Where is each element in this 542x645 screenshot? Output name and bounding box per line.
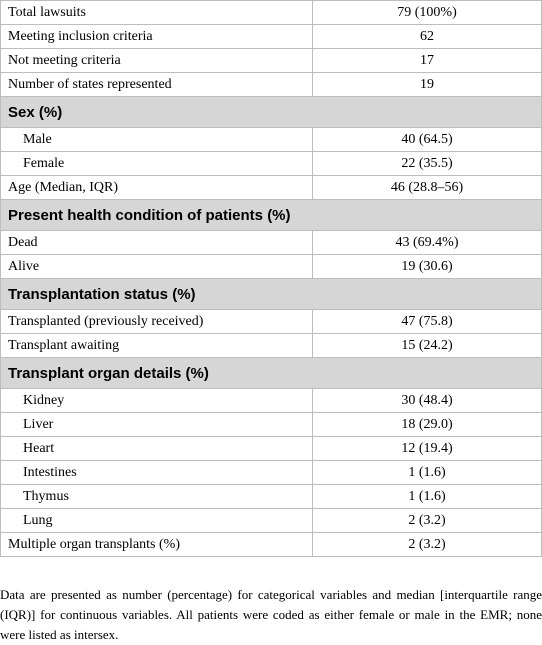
- row-label: Liver: [1, 413, 313, 437]
- row-value: 17: [313, 49, 542, 73]
- row-label: Transplant awaiting: [1, 334, 313, 358]
- table-row: [1, 310, 542, 334]
- section-header-row: [1, 97, 542, 128]
- row-value: 46 (28.8–56): [313, 176, 542, 200]
- table-row: [1, 389, 542, 413]
- row-value: 79 (100%): [313, 1, 542, 25]
- table-row: [1, 231, 542, 255]
- table-row: [1, 334, 542, 358]
- table-row: [1, 533, 542, 557]
- section-header-row: [1, 200, 542, 231]
- row-label: Multiple organ transplants (%): [1, 533, 313, 557]
- row-value: 2 (3.2): [313, 509, 542, 533]
- table-row: [1, 413, 542, 437]
- table-row: [1, 176, 542, 200]
- section-header-row: [1, 358, 542, 389]
- row-value: 1 (1.6): [313, 485, 542, 509]
- row-label: Not meeting criteria: [1, 49, 313, 73]
- table-footnote: Data are presented as number (percentage) for categorical variables and median [interquartile range (IQR)] for continuous variables. All patients were coded as either female or male in the EMR; none were listed as intersex.: [0, 587, 542, 642]
- section-title: Sex (%): [1, 97, 542, 128]
- row-value: 30 (48.4): [313, 389, 542, 413]
- table-row: [1, 461, 542, 485]
- table-row: [1, 1, 542, 25]
- section-title: Transplant organ details (%): [1, 358, 542, 389]
- row-label: Kidney: [1, 389, 313, 413]
- section-title: Present health condition of patients (%): [1, 200, 542, 231]
- row-value: 2 (3.2): [313, 533, 542, 557]
- row-label: Lung: [1, 509, 313, 533]
- row-value: 19 (30.6): [313, 255, 542, 279]
- row-label: Heart: [1, 437, 313, 461]
- row-label: Thymus: [1, 485, 313, 509]
- row-value: 18 (29.0): [313, 413, 542, 437]
- table-row: [1, 152, 542, 176]
- row-value: 15 (24.2): [313, 334, 542, 358]
- row-value: 1 (1.6): [313, 461, 542, 485]
- table-row: [1, 25, 542, 49]
- row-label: Intestines: [1, 461, 313, 485]
- row-label: Alive: [1, 255, 313, 279]
- table-row: [1, 49, 542, 73]
- row-value: 43 (69.4%): [313, 231, 542, 255]
- section-header-row: [1, 279, 542, 310]
- row-value: 12 (19.4): [313, 437, 542, 461]
- row-value: 40 (64.5): [313, 128, 542, 152]
- row-value: 62: [313, 25, 542, 49]
- row-label: Female: [1, 152, 313, 176]
- row-value: 22 (35.5): [313, 152, 542, 176]
- row-label: Male: [1, 128, 313, 152]
- table-row: [1, 485, 542, 509]
- table-row: [1, 509, 542, 533]
- table-row: [1, 255, 542, 279]
- table-row: [1, 437, 542, 461]
- row-label: Meeting inclusion criteria: [1, 25, 313, 49]
- row-label: Total lawsuits: [1, 1, 313, 25]
- table-row: [1, 73, 542, 97]
- section-title: Transplantation status (%): [1, 279, 542, 310]
- row-value: 47 (75.8): [313, 310, 542, 334]
- row-label: Age (Median, IQR): [1, 176, 313, 200]
- row-label: Dead: [1, 231, 313, 255]
- row-label: Transplanted (previously received): [1, 310, 313, 334]
- row-value: 19: [313, 73, 542, 97]
- table-row: [1, 128, 542, 152]
- row-label: Number of states represented: [1, 73, 313, 97]
